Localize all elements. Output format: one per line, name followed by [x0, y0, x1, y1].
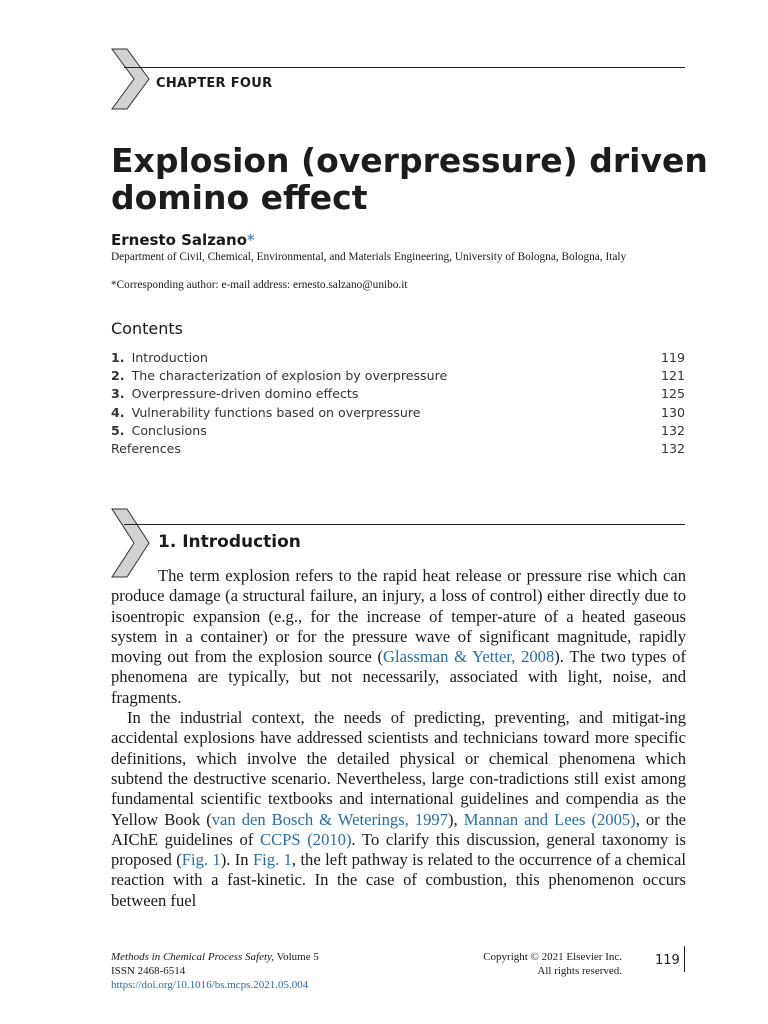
footer-issn: ISSN 2468-6514 — [111, 965, 186, 977]
author-name — [111, 231, 255, 249]
toc-item-conclusions[interactable] — [111, 422, 685, 440]
figure-link[interactable]: Fig. 1 — [181, 850, 221, 870]
toc-item-vulnerability[interactable] — [111, 404, 685, 422]
toc-number: 2. — [111, 368, 125, 384]
chapter-label: CHAPTER FOUR — [156, 76, 273, 91]
chapter-title-line-1: Explosion (overpressure) driven — [111, 141, 708, 180]
toc-entry — [111, 385, 358, 403]
toc-entry — [111, 440, 181, 458]
toc-number: 3. — [111, 386, 125, 402]
citation-link[interactable]: CCPS (2010) — [260, 829, 352, 849]
toc-label: Vulnerability functions based on overpressure — [131, 404, 421, 420]
text-run: ). In — [220, 850, 253, 870]
toc-page: 125 — [660, 386, 685, 402]
footer-publication-info — [111, 950, 319, 992]
chapter-title — [111, 142, 708, 216]
text-run: In the industrial context, the needs of predicting, preventing, and mitigat‑ing accidental explosions have addressed scientists and technicians toward more specific definitions, which involve the detailed physical or chemical phenomena which subtend the destructive scenario. Nevertheless, large con‑tradictions still exist among fundamental scientific textbooks and international guidelines and compendia as the Yellow Book ( — [111, 708, 686, 829]
author-name-text: Ernesto Salzano — [111, 231, 248, 249]
toc-item-domino-effects[interactable] — [111, 385, 685, 403]
footer-journal-line — [111, 950, 319, 964]
chapter-rule — [124, 67, 685, 68]
toc-number: 4. — [111, 404, 125, 420]
text-run: ), — [448, 809, 464, 829]
toc-item-characterization[interactable] — [111, 367, 685, 385]
citation-link[interactable]: Mannan and Lees (2005) — [463, 809, 636, 829]
toc-number: 5. — [111, 422, 125, 438]
section-rule — [124, 524, 685, 525]
table-of-contents — [111, 349, 685, 458]
toc-label: References — [111, 440, 181, 456]
text-run: , the left pathway is related to the occurrence of a chemical reaction with a fast‑kinetic. In the case of combustion, this phenomenon occurs between fuel — [111, 850, 687, 910]
author-affiliation: Department of Civil, Chemical, Environmental, and Materials Engineering, University of Bologna, Bologna, Italy — [111, 251, 627, 263]
toc-label: The characterization of explosion by overpressure — [131, 368, 448, 384]
text-run: ). The two types of phenomena are typically, but not necessarily, associated with light, noise, and fragments. — [111, 647, 686, 707]
toc-entry — [111, 349, 208, 367]
toc-label: Overpressure-driven domino effects — [131, 386, 359, 402]
toc-page: 132 — [660, 422, 685, 438]
page-number-divider — [684, 946, 685, 972]
toc-label: Conclusions — [131, 422, 207, 438]
toc-item-introduction[interactable] — [111, 349, 685, 367]
footer-volume: Volume 5 — [274, 951, 319, 963]
corresponding-author: *Corresponding author: e-mail address: ernesto.salzano@unibo.it — [111, 279, 408, 291]
toc-page: 132 — [660, 440, 685, 456]
footer-copyright-line: Copyright © 2021 Elsevier Inc. — [483, 951, 622, 963]
contents-heading: Contents — [111, 319, 183, 338]
text-run: , or the AIChE guidelines of — [111, 809, 686, 849]
toc-entry — [111, 367, 447, 385]
section-heading: 1. Introduction — [158, 532, 301, 552]
body-text — [111, 566, 686, 911]
text-run: The term explosion refers to the rapid heat release or pressure rise which can produce damage (a structural failure, an injury, a loss of control) either directly due to isoentropic expansion (e.g., for the increase of temper‑ature of a heated gaseous system in a container) or for the pressure wave of significant magnitude, rapidly moving out from the explosion source ( — [111, 566, 686, 667]
toc-number: 1. — [111, 350, 125, 365]
chapter-title-line-2: domino effect — [111, 178, 368, 217]
toc-page: 119 — [660, 350, 685, 365]
paragraph-1 — [111, 566, 686, 708]
toc-page: 130 — [660, 404, 685, 420]
footer-journal: Methods in Chemical Process Safety, — [111, 951, 275, 963]
footer-doi-link[interactable]: https://doi.org/10.1016/bs.mcps.2021.05.004 — [111, 979, 309, 991]
toc-page: 121 — [660, 368, 685, 384]
chapter-chevron-icon — [111, 48, 151, 110]
corresponding-mark[interactable]: * — [247, 231, 255, 249]
toc-entry — [111, 404, 421, 422]
figure-link[interactable]: Fig. 1 — [252, 850, 292, 870]
text-run: . To clarify this discussion, general taxonomy is proposed ( — [111, 829, 686, 870]
paragraph-2 — [111, 708, 686, 911]
citation-link[interactable]: van den Bosch & Weterings, 1997 — [211, 809, 449, 829]
toc-item-references[interactable] — [111, 440, 685, 458]
footer-rights-line: All rights reserved. — [537, 965, 622, 977]
footer-copyright — [420, 950, 622, 978]
toc-entry — [111, 422, 207, 440]
toc-label: Introduction — [131, 350, 208, 365]
citation-link[interactable]: Glassman & Yetter, 2008 — [382, 647, 555, 667]
page-number: 119 — [655, 953, 680, 968]
